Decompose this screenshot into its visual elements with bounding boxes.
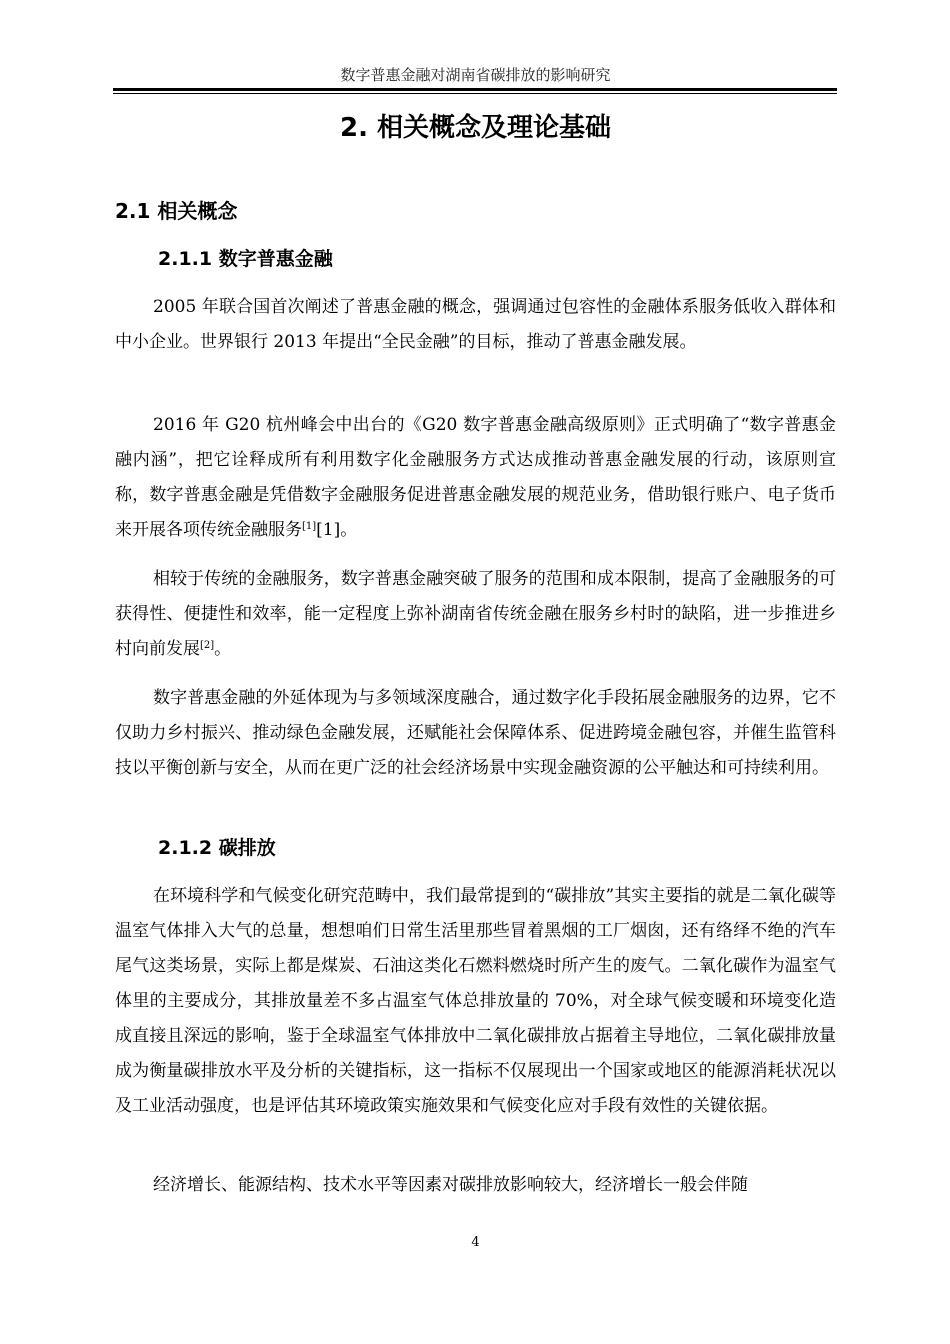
section-heading-2-1: 2.1 相关概念 <box>115 199 238 223</box>
chapter-title: 2. 相关概念及理论基础 <box>339 113 612 143</box>
paragraph-g20-text: 2016 年 G20 杭州峰会中出台的《G20 数字普惠金融高级原则》正式明确了“数字普惠金融内涵”，把它诠释成所有利用数字化金融服务方式达成推动普惠金融发展的行动，该原则宣称，数字普惠金融是凭借数字金融服务促进普惠金融发展的规范业务，借助银行账户、电子货币来开展各项传统金融服务 <box>115 415 836 540</box>
paragraph-extension: 数字普惠金融的外延体现为与多领域深度融合，通过数字化手段拓展金融服务的边界，它不仅助力乡村振兴、推动绿色金融发展，还赋能社会保障体系、促进跨境金融包容，并催生监管科技以平衡创新与安全，从而在更广泛的社会经济场景中实现金融资源的公平触达和可持续利用。 <box>115 688 836 778</box>
paragraph-carbon-emission-definition: 在环境科学和气候变化研究范畴中，我们最常提到的“碳排放”其实主要指的就是二氧化碳等温室气体排入大气的总量，想想咱们日常生活里那些冒着黑烟的工厂烟囱，还有络绎不绝的汽车尾气这类场景，实际上都是煤炭、石油这类化石燃料燃烧时所产生的废气。二氧化碳作为温室气体里的主要成分，其排放量差不多占温室气体总排放量的 70%，对全球气候变暖和环境变化造成直接且深远的影响，鉴于全球温室气体排放中二氧化碳排放占据着主导地位，二氧化碳排放量成为衡量碳排放水平及分析的关键指标，这一指标不仅展现出一个国家或地区的能源消耗状况以及工业活动强度，也是评估其环境政策实施效果和气候变化应对手段有效性的关键依据。 <box>115 886 836 1116</box>
paragraph-traditional-comparison <box>115 562 836 667</box>
subsection-heading-2-1-2: 2.1.2 碳排放 <box>158 837 276 859</box>
running-header: 数字普惠金融对湖南省碳排放的影响研究 <box>340 66 611 84</box>
paragraph-inclusive-finance-origin: 2005 年联合国首次阐述了普惠金融的概念，强调通过包容性的金融体系服务低收入群体和中小企业。世界银行 2013 年提出“全民金融”的目标，推动了普惠金融发展。 <box>115 297 836 352</box>
header-rule-thick <box>113 88 837 91</box>
header-rule-thin <box>113 93 837 94</box>
paragraph-carbon-factors: 经济增长、能源结构、技术水平等因素对碳排放影响较大，经济增长一般会伴随 <box>153 1175 748 1195</box>
page-number: 4 <box>471 1235 480 1250</box>
subsection-heading-2-1-1: 2.1.1 数字普惠金融 <box>158 248 333 270</box>
paragraph-comparison-tail: 。 <box>214 639 232 659</box>
paragraph-g20-principles <box>115 408 836 548</box>
citation-superscript: [1] <box>302 521 317 532</box>
paragraph-comparison-text: 相较于传统的金融服务，数字普惠金融突破了服务的范围和成本限制，提高了金融服务的可获得性、便捷性和效率，能一定程度上弥补湖南省传统金融在服务乡村时的缺陷，进一步推进乡村向前发展 <box>115 569 836 659</box>
citation-inline: [1]。 <box>316 520 358 540</box>
citation-superscript: [2] <box>200 640 215 651</box>
